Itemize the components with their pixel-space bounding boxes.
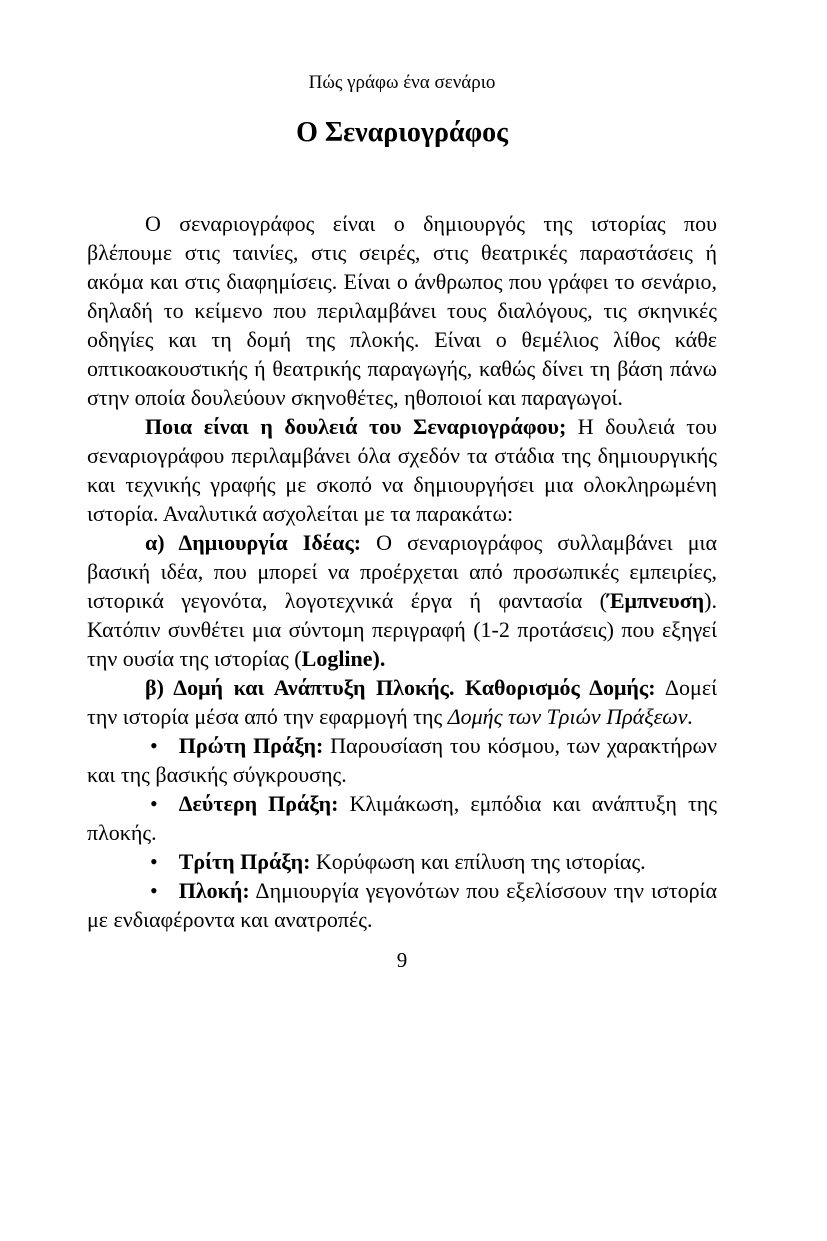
paragraph-screenwriter-job [87,412,717,528]
paragraph-intro [87,209,717,412]
body-text [87,209,717,934]
bullet-item-first-act-text: Παρουσίαση του κόσμου, των χαρακτήρων και της βασικής σύγκρουσης. [87,733,717,787]
bullet-item-plot-label: Πλοκή: [178,878,250,903]
bullet-icon: • [150,791,158,816]
bullet-icon: • [150,849,158,874]
bullet-item-third-act-label: Τρίτη Πράξη: [178,849,311,874]
paragraph-plot-structure-text: Δομεί την ιστορία μέσα από την εφαρμογή της [87,675,717,729]
three-act-structure-term: Δομής των Τριών Πράξεων. [447,704,694,729]
paragraph-plot-structure [87,673,717,731]
paragraph-screenwriter-job-rest: Η δουλειά του σεναριογράφου περιλαμβάνει όλα σχεδόν τα στάδια της δημιουργικής και τεχνικής γραφής με σκοπό να δημιουργήσει μια ολοκληρωμένη ιστορία. Αναλυτικά ασχολείται με τα παρακάτω: [87,414,718,526]
page-number: 9 [396,948,408,972]
paragraph-idea-creation-text-1: Ο σεναριογράφος συλλαμβάνει μια βασική ιδέα, που μπορεί να προέρχεται από προσωπικές εμπειρίες, ιστορικά γεγονότα, λογοτεχνικά έργα ή φαντασία ( [87,530,717,613]
page-title: Ο Σεναριογράφος [296,117,508,148]
paragraph-intro-text: Ο σεναριογράφος είναι ο δημιουργός της ιστορίας που βλέπουμε στις ταινίες, στις σειρές, στις θεατρικές παραστάσεις ή ακόμα και στις διαφημίσεις. Είναι ο άνθρωπος που γράφει το σενάριο, δηλαδή το κείμενο που περιλαμβάνει τους διαλόγους, τις σκηνικές οδηγίες και τη δομή της πλοκής. Είναι ο θεμέλιος λίθος κάθε οπτικοακουστικής ή θεατρικής παραγωγής, καθώς δίνει τη βάση πάνω στην οποία δουλεύουν σκηνοθέτες, ηθοποιοί και παραγωγοί. [87,211,717,410]
paragraph-plot-structure-heading: β) Δομή και Ανάπτυξη Πλοκής. Καθορισμός Δομής: [145,675,656,700]
bullet-item-third-act [87,847,717,876]
paragraph-idea-creation [87,528,717,673]
logline-term: Logline). [301,646,386,671]
bullet-item-second-act [87,789,717,847]
paragraph-screenwriter-job-lead: Ποια είναι η δουλειά του Σεναριογράφου; [145,414,567,439]
inspiration-term: Έμπνευση [606,588,705,613]
running-head: Πώς γράφω ένα σενάριο [308,72,496,93]
bullet-item-plot [87,876,717,934]
bullet-item-plot-text: Δημιουργία γεγονότων που εξελίσσουν την ιστορία με ενδιαφέροντα και ανατροπές. [87,878,717,932]
bullet-item-first-act-label: Πρώτη Πράξη: [178,733,324,758]
paragraph-idea-creation-heading: α) Δημιουργία Ιδέας: [145,530,362,555]
bullet-icon: • [150,878,158,903]
bullet-item-second-act-label: Δεύτερη Πράξη: [178,791,339,816]
bullet-item-second-act-text: Κλιμάκωση, εμπόδια και ανάπτυξη της πλοκής. [87,791,717,845]
bullet-icon: • [150,733,158,758]
bullet-item-first-act [87,731,717,789]
paragraph-idea-creation-text-2: ). Κατόπιν συνθέτει μια σύντομη περιγραφή (1-2 προτάσεις) που εξηγεί την ουσία της ιστορίας ( [87,588,717,671]
bullet-item-third-act-text: Κορύφωση και επίλυση της ιστορίας. [310,849,646,874]
